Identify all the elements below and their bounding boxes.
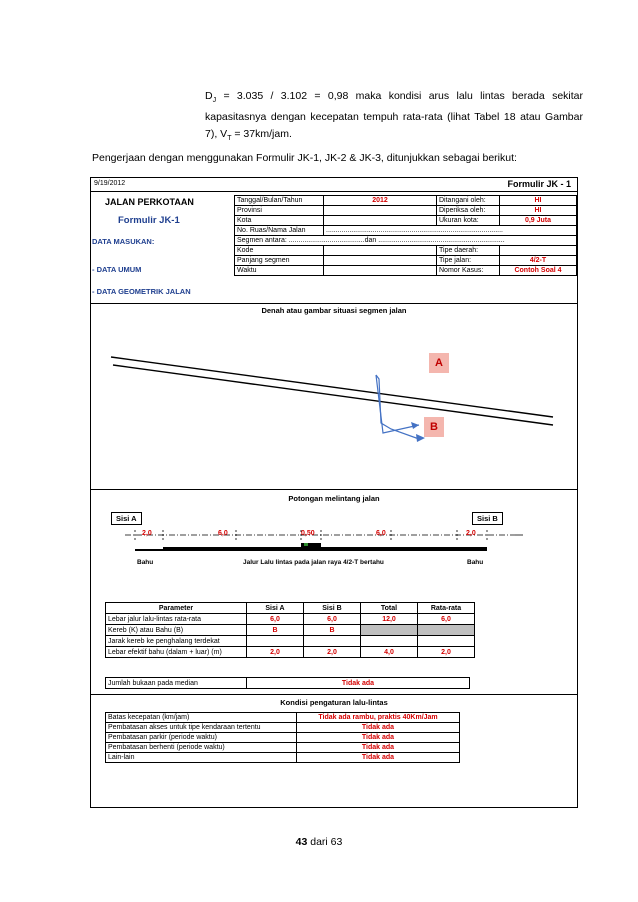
tipe-jalan-value: 4/2-T [500,256,577,266]
road-line-top [111,357,553,417]
value-cell: B [304,625,361,636]
dim-jalur-a: 6,0 [218,530,228,537]
road-line-bottom [113,365,553,425]
kondisi-table [105,712,460,763]
table-row [106,723,460,733]
table-row [235,236,577,246]
carriageway-slab [163,547,487,551]
tipe-daerah-value [500,246,577,256]
median-label: Jumlah bukaan pada median [106,678,247,689]
sisi-b-label: Sisi B [472,512,503,525]
kode-label: Kode [235,246,324,256]
table-row [235,226,577,236]
table-row [106,614,475,625]
kondisi-label: Pembatasan akses untuk tipe kendaraan tertentu [106,723,297,733]
page-footer [0,836,638,848]
ruas-value: ........................................................................................... [324,226,577,236]
panjang-value [324,256,437,266]
divider [91,489,577,490]
formulir-jk1 [90,177,578,808]
kondisi-label: Pembatasan parkir (periode waktu) [106,733,297,743]
kondisi-label: Pembatasan berhenti (periode waktu) [106,743,297,753]
kode-value [324,246,437,256]
table-row [106,733,460,743]
intro-text-a: D [205,90,213,102]
sisi-a-header: Sisi A [247,603,304,614]
form-date: 9/19/2012 [94,180,126,187]
param-cell: Lebar efektif bahu (dalam + luar) (m) [106,647,247,658]
tanggal-label: Tanggal/Bulan/Tahun [235,196,324,206]
divider [91,694,577,695]
value-cell: 2,0 [418,647,475,658]
panjang-label: Panjang segmen [235,256,324,266]
table-row [235,206,577,216]
table-row [235,266,577,276]
value-cell [247,636,304,647]
rata-header: Rata-rata [418,603,475,614]
data-masukan-label: DATA MASUKAN: [92,237,155,246]
marker-a: A [429,353,449,373]
data-geometrik-label: - DATA GEOMETRIK JALAN [92,287,191,296]
table-row [106,743,460,753]
tanggal-value: 2012 [324,196,437,206]
value-cell [418,625,475,636]
tipe-jalan-label: Tipe jalan: [437,256,500,266]
param-cell: Kereb (K) atau Bahu (B) [106,625,247,636]
nomor-label: Nomor Kasus: [437,266,500,276]
dim-bahu-a: 2,0 [142,530,152,537]
ukuran-label: Ukuran kota: [437,216,500,226]
dim-jalur-b: 6,0 [376,530,386,537]
situasi-diagram [91,313,577,493]
lead-paragraph: Pengerjaan dengan menggunakan Formulir JK-1, JK-2 & JK-3, ditunjukkan sebagai berikut: [92,152,517,164]
parameter-table [105,602,475,658]
cross-section-diagram [91,522,577,558]
table-row [106,713,460,723]
median-plant [304,543,308,546]
kondisi-label: Lain-lain [106,753,297,763]
median-value: Tidak ada [247,678,470,689]
kota-label: Kota [235,216,324,226]
table-row [106,625,475,636]
value-cell: 2,0 [247,647,304,658]
header-table [234,195,577,276]
divider [91,191,577,192]
intro-sub-t: T [227,135,232,143]
page-number: 43 [295,836,308,848]
value-cell: 6,0 [418,614,475,625]
value-cell [361,636,418,647]
provinsi-value [324,206,437,216]
table-row [106,678,470,689]
value-cell: 6,0 [304,614,361,625]
jalur-label: Jalur Lalu lintas pada jalan raya 4/2-T bertahu [243,559,384,566]
intro-sub-j: J [212,97,217,105]
ditangani-value: HI [500,196,577,206]
table-row [235,216,577,226]
divider [91,303,577,304]
form-subtitle: Formulir JK-1 [118,215,180,226]
dim-median: 0,50 [301,530,315,537]
param-cell: Lebar jalur lalu-lintas rata-rata [106,614,247,625]
intro-text-c: = 37km/jam. [231,128,292,141]
kota-value [324,216,437,226]
situasi-title: Denah atau gambar situasi segmen jalan [261,306,407,315]
table-row [235,246,577,256]
table-row [106,636,475,647]
value-cell [361,625,418,636]
data-umum-label: - DATA UMUM [92,265,142,274]
provinsi-label: Provinsi [235,206,324,216]
table-row [235,256,577,266]
kondisi-title: Kondisi pengaturan lalu-lintas [280,698,388,707]
diperiksa-value: HI [500,206,577,216]
bahu-right-label: Bahu [467,559,484,566]
table-row [235,196,577,206]
value-cell: B [247,625,304,636]
value-cell [418,636,475,647]
kondisi-value: Tidak ada [297,753,460,763]
value-cell: 4,0 [361,647,418,658]
waktu-label: Waktu [235,266,324,276]
segmen-label: Segmen antara: .......................................dan ................................................................. [235,236,577,246]
form-code: Formulir JK - 1 [507,179,571,189]
ukuran-value: 0,9 Juta [500,216,577,226]
ruas-label: No. Ruas/Nama Jalan [235,226,324,236]
dim-bahu-b: 2,0 [466,530,476,537]
value-cell [304,636,361,647]
param-header: Parameter [106,603,247,614]
table-row [106,647,475,658]
potongan-title: Potongan melintang jalan [288,494,380,503]
sisi-b-header: Sisi B [304,603,361,614]
kondisi-value: Tidak ada [297,733,460,743]
marker-b: B [424,417,444,437]
median-table [105,677,470,689]
bahu-left-label: Bahu [137,559,154,566]
intro-paragraph [205,88,583,147]
kondisi-value: Tidak ada rambu, praktis 40Km/Jam [297,713,460,723]
intro-text-b: = 3.035 / 3.102 = 0,98 maka kondisi arus lalu lintas berada sekitar kapasitasnya dengan kecepatan tempuh rata-rata (lihat Tabel 18 atau Gambar 7), V [205,90,583,141]
tipe-daerah-label: Tipe daerah: [437,246,500,256]
page-total: dari 63 [307,836,343,848]
arrow-a-head [411,422,419,429]
value-cell: 2,0 [304,647,361,658]
kondisi-value: Tidak ada [297,743,460,753]
form-title: JALAN PERKOTAAN [105,197,194,207]
nomor-value: Contoh Soal 4 [500,266,577,276]
diperiksa-label: Diperiksa oleh: [437,206,500,216]
kondisi-value: Tidak ada [297,723,460,733]
value-cell: 6,0 [247,614,304,625]
table-header-row [106,603,475,614]
value-cell: 12,0 [361,614,418,625]
ditangani-label: Ditangani oleh: [437,196,500,206]
total-header: Total [361,603,418,614]
waktu-value [324,266,437,276]
table-row [106,753,460,763]
param-cell: Jarak kereb ke penghalang terdekat [106,636,247,647]
sisi-a-label: Sisi A [111,512,142,525]
kondisi-label: Batas kecepatan (km/jam) [106,713,297,723]
